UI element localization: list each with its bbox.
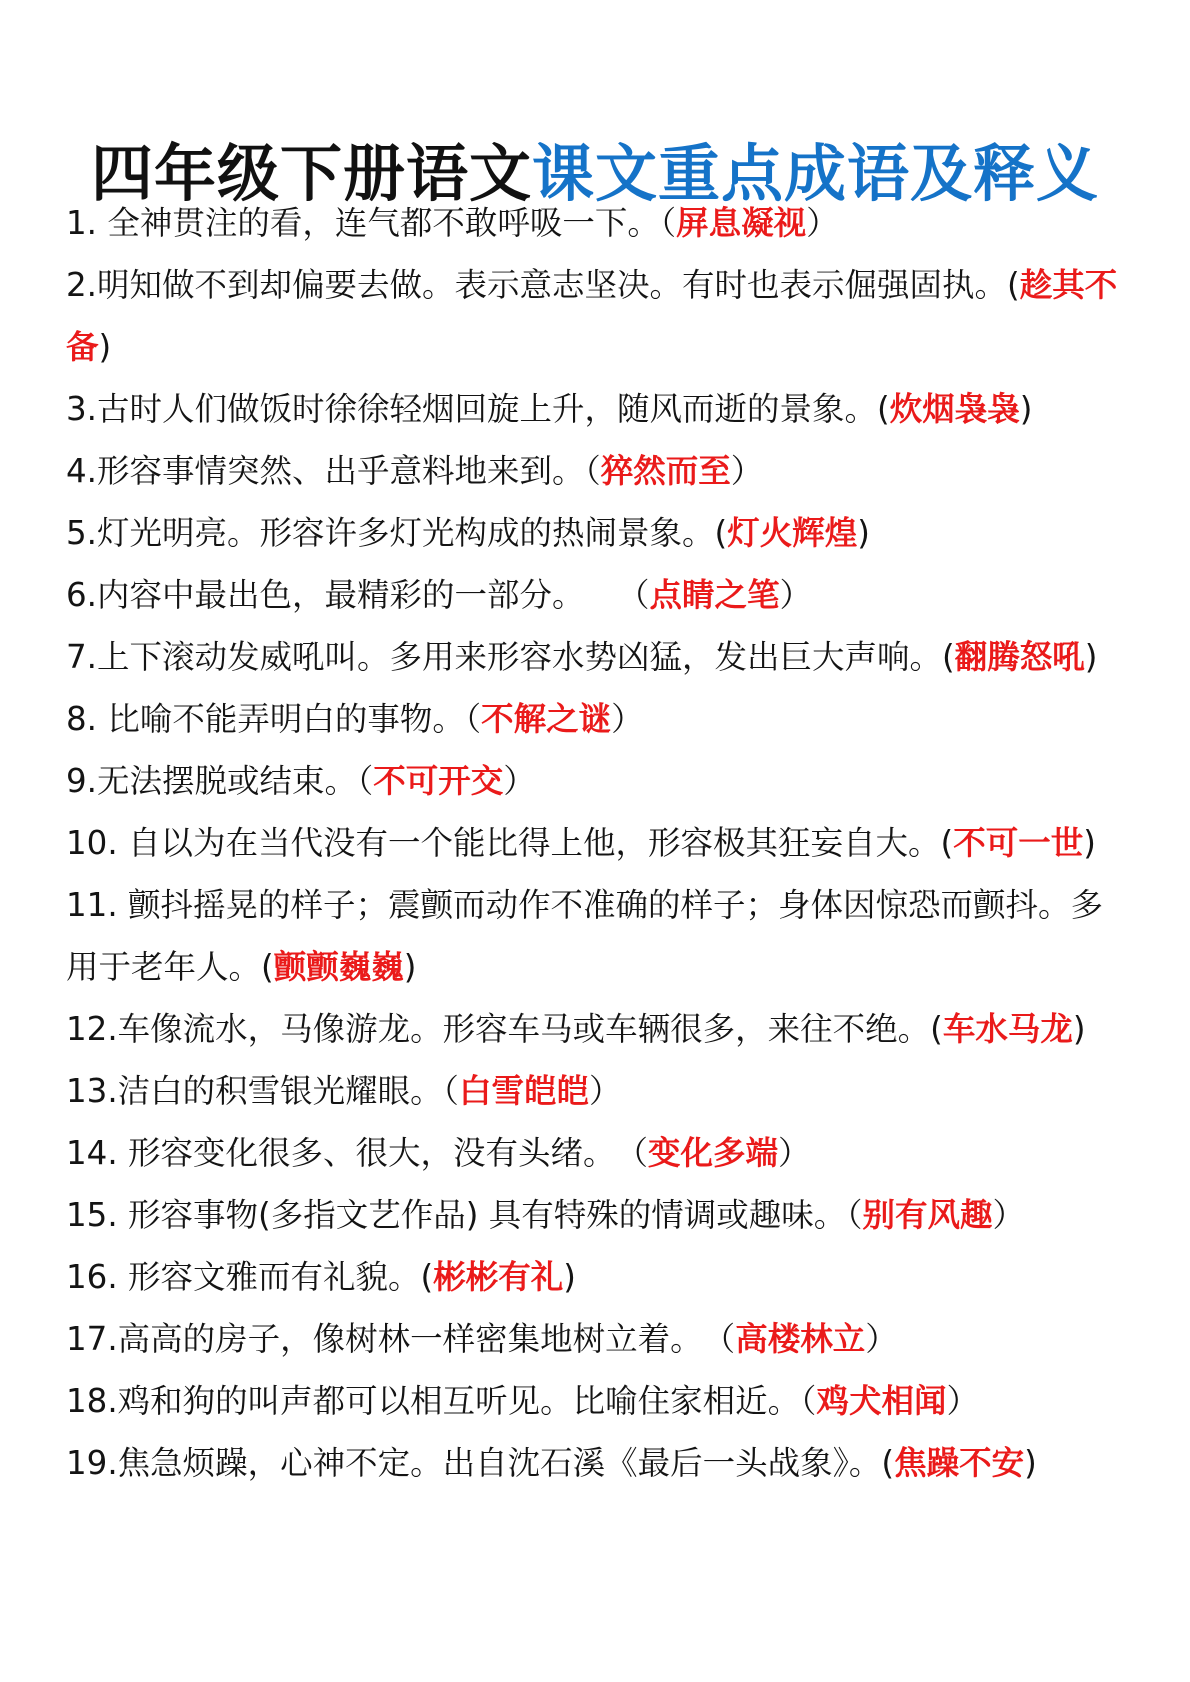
idiom-definition: 14. 形容变化很多、很大，没有头绪。 （ [66, 1134, 649, 1172]
idiom-definition: 15. 形容事物(多指文艺作品) 具有特殊的情调或趣味。（ [66, 1196, 863, 1234]
idiom-answer: 白雪皑皑 [458, 1072, 589, 1110]
idiom-answer: 灯火辉煌 [727, 514, 858, 552]
idiom-close-bracket: ) [1072, 1010, 1086, 1048]
idiom-close-bracket: ) [857, 514, 870, 552]
idiom-answer: 点睛之笔 [649, 576, 780, 614]
idiom-close-bracket: ） [503, 762, 536, 800]
idiom-answer: 鸡犬相闻 [816, 1382, 947, 1420]
idiom-item-13 [66, 1060, 1130, 1122]
idiom-answer: 不可一世 [953, 824, 1084, 862]
idiom-item-8 [66, 688, 1130, 750]
idiom-item-6 [66, 564, 1130, 626]
idiom-item-1 [66, 192, 1130, 254]
idiom-close-bracket: ） [865, 1320, 898, 1358]
idiom-definition: 9.无法摆脱或结束。（ [66, 762, 374, 800]
idiom-item-15 [66, 1184, 1130, 1246]
idiom-close-bracket: ) [563, 1258, 576, 1296]
idiom-answer: 趁其不备 [66, 266, 1118, 366]
idiom-definition: 18.鸡和狗的叫声都可以相互听见。比喻住家相近。（ [66, 1382, 817, 1420]
idiom-answer: 变化多端 [648, 1134, 779, 1172]
idiom-answer: 别有风趣 [862, 1196, 993, 1234]
idiom-item-14 [66, 1122, 1130, 1184]
idiom-item-5 [66, 502, 1130, 564]
idiom-answer: 不解之谜 [481, 700, 612, 738]
idiom-item-4 [66, 440, 1130, 502]
idiom-close-bracket: ) [403, 948, 417, 986]
idiom-close-bracket: ） [946, 1382, 979, 1420]
idiom-close-bracket: ） [730, 452, 764, 490]
idiom-answer: 猝然而至 [600, 452, 731, 490]
idiom-item-2 [66, 254, 1130, 378]
idiom-item-10 [66, 812, 1130, 874]
idiom-definition: 7.上下滚动发威吼叫。多用来形容水势凶猛，发出巨大声响。( [66, 638, 955, 676]
idiom-answer: 炊烟袅袅 [889, 390, 1020, 428]
idiom-close-bracket: ） [778, 1134, 811, 1172]
idiom-close-bracket: ） [611, 700, 644, 738]
idiom-definition: 4.形容事情突然、出乎意料地来到。（ [66, 452, 601, 490]
idiom-answer: 翻腾怒吼 [954, 638, 1085, 676]
idiom-definition: 19.焦急烦躁，心神不定。出自沈石溪《最后一头战象》。( [66, 1444, 895, 1482]
title-part-black: 四年级下册语文 [90, 136, 532, 210]
idiom-close-bracket: ) [1024, 1444, 1037, 1482]
idiom-answer: 焦躁不安 [894, 1444, 1025, 1482]
idiom-item-3 [66, 378, 1130, 440]
idiom-definition: 5.灯光明亮。形容许多灯光构成的热闹景象。( [66, 514, 728, 552]
idiom-definition: 6.内容中最出色，最精彩的一部分。 （ [66, 576, 650, 614]
idiom-definition: 3.古时人们做饭时徐徐轻烟回旋上升，随风而逝的景象。( [66, 390, 890, 428]
idiom-close-bracket: ) [1084, 638, 1098, 676]
title-part-blue: 课文重点成语及释义 [532, 136, 1100, 210]
idiom-close-bracket: ) [98, 328, 112, 366]
idiom-answer: 颤颤巍巍 [273, 948, 404, 986]
idiom-close-bracket: ) [1019, 390, 1033, 428]
idiom-close-bracket: ） [806, 204, 839, 242]
idiom-item-19 [66, 1432, 1130, 1494]
idiom-answer: 不可开交 [373, 762, 504, 800]
idiom-definition: 13.洁白的积雪银光耀眼。（ [66, 1072, 459, 1110]
idiom-item-16 [66, 1246, 1130, 1308]
idiom-definition: 16. 形容文雅而有礼貌。( [66, 1258, 434, 1296]
idiom-answer: 高楼林立 [735, 1320, 866, 1358]
idiom-item-7 [66, 626, 1130, 688]
idiom-definition: 10. 自以为在当代没有一个能比得上他，形容极其狂妄自大。( [66, 824, 954, 862]
idiom-answer: 屏息凝视 [676, 204, 807, 242]
idiom-close-bracket: ） [779, 576, 813, 614]
idiom-item-12 [66, 998, 1130, 1060]
idiom-definition: 17.高高的房子，像树林一样密集地树立着。 （ [66, 1320, 736, 1358]
idiom-close-bracket: ） [588, 1072, 622, 1110]
idiom-close-bracket: ） [992, 1196, 1025, 1234]
idiom-definition: 2.明知做不到却偏要去做。表示意志坚决。有时也表示倔强固执。( [66, 266, 1020, 304]
idiom-definition: 1. 全神贯注的看，连气都不敢呼吸一下。（ [66, 204, 677, 242]
idiom-item-17 [66, 1308, 1130, 1370]
idiom-definition: 12.车像流水，马像游龙。形容车马或车辆很多，来往不绝。( [66, 1010, 943, 1048]
idiom-answer: 彬彬有礼 [433, 1258, 564, 1296]
idiom-definition: 8. 比喻不能弄明白的事物。（ [66, 700, 482, 738]
idiom-item-11 [66, 874, 1130, 998]
idiom-item-18 [66, 1370, 1130, 1432]
idiom-item-9 [66, 750, 1130, 812]
idiom-definition: 11. 颤抖摇晃的样子；震颤而动作不准确的样子；身体因惊恐而颤抖。多用于老年人。( [66, 886, 1104, 986]
idiom-list [66, 192, 1130, 1494]
idiom-close-bracket: ) [1083, 824, 1096, 862]
idiom-answer: 车水马龙 [942, 1010, 1073, 1048]
